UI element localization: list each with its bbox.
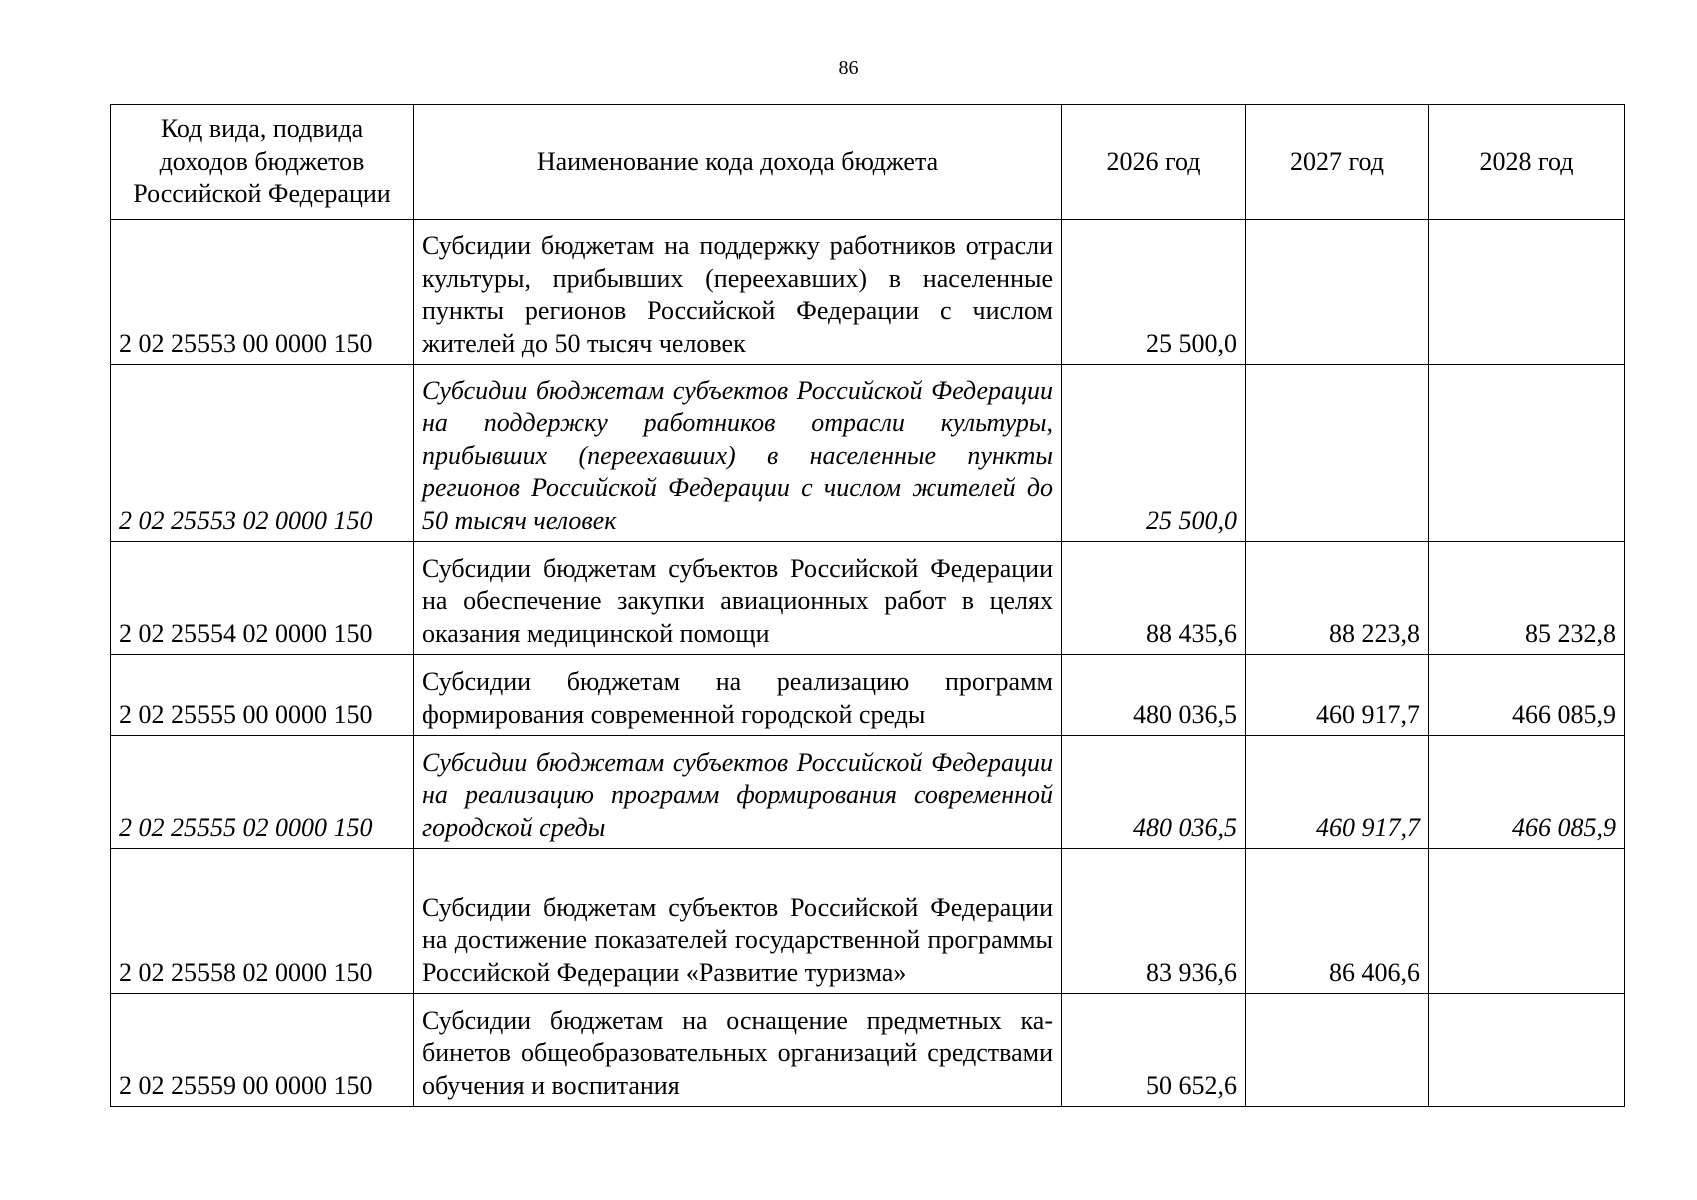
row-name: Субсидии бюджетам субъектов Российской Федерации на поддержку работников отрасли культуры, прибывших (переехавших) в населенные пункты регионов Российской Федерации с числом жителей до 50 тысяч человек [414, 365, 1062, 542]
header-name: Наименование кода дохода бюджета [414, 105, 1062, 220]
header-code: Код вида, подвида доходов бюджетов Российской Федерации [111, 105, 414, 220]
row-code: 2 02 25554 02 0000 150 [111, 542, 414, 655]
row-name: Субсидии бюджетам на реализацию программ формирования современной городской среды [414, 655, 1062, 736]
row-value-2027: 86 406,6 [1246, 849, 1429, 994]
row-value-2026: 83 936,6 [1062, 849, 1246, 994]
row-name: Субсидии бюджетам субъектов Российской Федерации на обеспечение закупки авиационных работ в целях оказания медицинской помощи [414, 542, 1062, 655]
row-value-2028: 466 085,9 [1429, 655, 1625, 736]
header-2027: 2027 год [1246, 105, 1429, 220]
row-value-2027: 88 223,8 [1246, 542, 1429, 655]
table-header-row [111, 105, 1625, 220]
row-name: Субсидии бюджетам на оснащение предметных кабинетов общеобразовательных организаций средствами обучения и воспитания [414, 994, 1062, 1107]
row-value-2028 [1429, 849, 1625, 994]
row-code: 2 02 25558 02 0000 150 [111, 849, 414, 994]
table-row [111, 220, 1625, 365]
table-row [111, 655, 1625, 736]
row-name: Субсидии бюджетам на поддержку работников отрасли культуры, прибывших (переехавших) в населенные пункты регионов Российской Федерации с числом жителей до 50 тысяч человек [414, 220, 1062, 365]
table-row [111, 994, 1625, 1107]
table-row [111, 542, 1625, 655]
row-value-2027 [1246, 365, 1429, 542]
row-value-2026: 25 500,0 [1062, 365, 1246, 542]
row-value-2028: 466 085,9 [1429, 736, 1625, 849]
row-code: 2 02 25559 00 0000 150 [111, 994, 414, 1107]
row-value-2027: 460 917,7 [1246, 655, 1429, 736]
row-value-2028 [1429, 994, 1625, 1107]
row-value-2027: 460 917,7 [1246, 736, 1429, 849]
row-name: Субсидии бюджетам субъектов Российской Федерации на достижение показателей государственной программы Российской Федерации «Развитие туризма» [414, 849, 1062, 994]
row-name: Субсидии бюджетам субъектов Российской Федерации на реализацию программ формирования современной городской среды [414, 736, 1062, 849]
row-code: 2 02 25553 02 0000 150 [111, 365, 414, 542]
row-code: 2 02 25555 00 0000 150 [111, 655, 414, 736]
header-2026: 2026 год [1062, 105, 1246, 220]
row-value-2027 [1246, 220, 1429, 365]
budget-income-table [110, 104, 1625, 1107]
page-number: 86 [838, 57, 859, 79]
row-value-2026: 480 036,5 [1062, 736, 1246, 849]
row-value-2026: 480 036,5 [1062, 655, 1246, 736]
row-value-2026: 50 652,6 [1062, 994, 1246, 1107]
row-code: 2 02 25555 02 0000 150 [111, 736, 414, 849]
row-value-2026: 25 500,0 [1062, 220, 1246, 365]
row-value-2026: 88 435,6 [1062, 542, 1246, 655]
row-value-2028 [1429, 220, 1625, 365]
row-code: 2 02 25553 00 0000 150 [111, 220, 414, 365]
header-2028: 2028 год [1429, 105, 1625, 220]
table-row [111, 849, 1625, 994]
row-value-2028 [1429, 365, 1625, 542]
row-value-2028: 85 232,8 [1429, 542, 1625, 655]
table-row [111, 736, 1625, 849]
row-value-2027 [1246, 994, 1429, 1107]
table-row [111, 365, 1625, 542]
